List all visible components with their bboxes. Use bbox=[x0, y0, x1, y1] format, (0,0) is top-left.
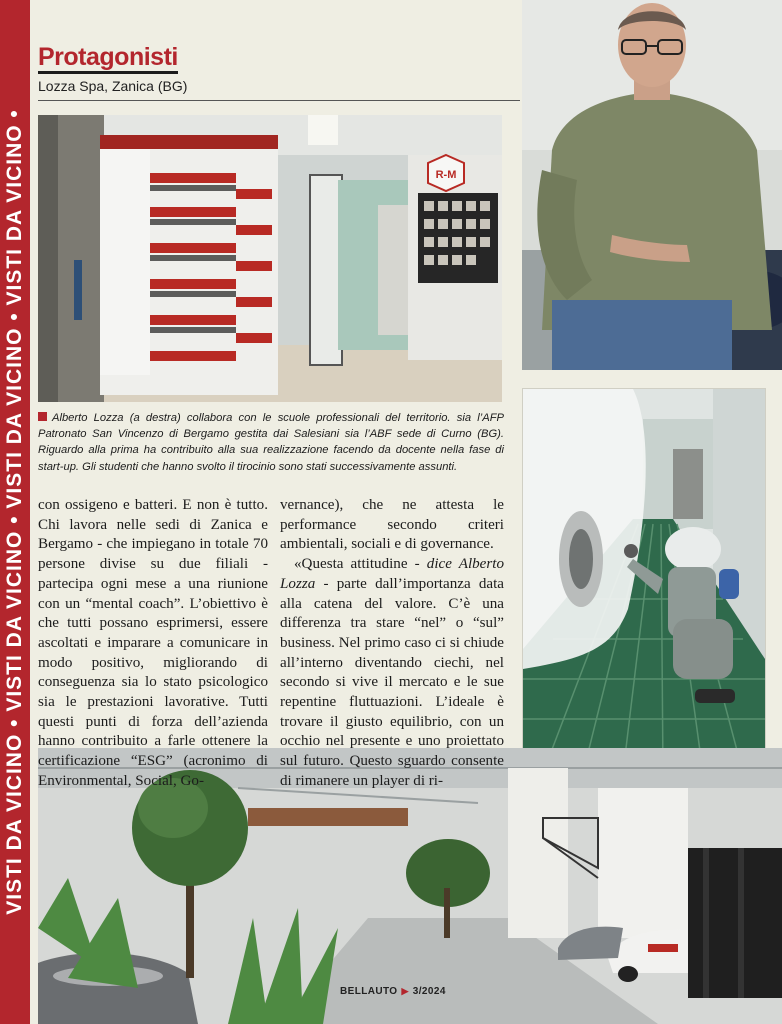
section-title: Protagonisti bbox=[38, 44, 178, 74]
bodyshop-photo bbox=[38, 115, 502, 402]
quote-part-a: «Questa attitudine - bbox=[294, 556, 427, 573]
issue-number: 3/2024 bbox=[412, 986, 446, 997]
article-column-2 bbox=[280, 496, 504, 792]
portrait-photo bbox=[522, 0, 782, 370]
photo-caption bbox=[38, 410, 504, 475]
article-col2-para1: vernance), che ne attesta le performance secondo criteri ambientali, sociali e di governance. bbox=[280, 497, 504, 553]
triangle-icon: ▶ bbox=[401, 986, 409, 996]
quote-part-c: - parte dall’importanza data alla catena del valore. C’è una differenza tra stare “nel” o “sul” business. Nel primo caso ci si chiude all’interno diventando ciechi, nel secondo si vive il mercato e le sue repentine fluttuazioni. L’ideale è trovare il giusto equilibrio, con un occhio nel presente e uno proiettato sul futuro. Questo sguardo consente di rimanere un player di ri- bbox=[280, 575, 504, 789]
magazine-name: BELLAUTO bbox=[340, 986, 398, 997]
caption-text: Alberto Lozza (a destra) collabora con le scuole professionali del territorio. sia l’AFP Patronato San Vincenzo di Bergamo gestita dai Salesiani sia l’ABF sede di Curno (BG). Riguardo alla prima ha contribuito alla sua realizzazione facendo da docente nella fase di start-up. Gli studenti che hanno svolto il tirocinio sono stati successivamente assunti. bbox=[38, 412, 504, 473]
article-col1-text: con ossigeno e batteri. E non è tutto. Chi lavora nelle sedi di Zanica e Bergamo - che impiegano in totale 70 persone divise su due filiali - partecipa ogni mese a una riunione con un “mental coach”. L’obiettivo è che tutti possano esprimersi, essere ascoltati e imparare a comunicare in modo positivo, migliorando di conseguenza sia lo stato psicologico sia le prestazioni lavorative. Tutti questi punti di forza dell’azienda hanno contribuito a farle ottenere la certificazione “ESG” (acronimo di Environmental, Social, Go- bbox=[38, 497, 268, 789]
caption-bullet-icon bbox=[38, 412, 47, 421]
company-line: Lozza Spa, Zanica (BG) bbox=[38, 78, 188, 94]
page-footer bbox=[340, 986, 446, 997]
paint-booth-photo bbox=[522, 388, 766, 774]
rm-sign: R-M bbox=[435, 169, 457, 181]
sidebar-label: VISTI DA VICINO • VISTI DA VICINO • VISTI DA VICINO • VISTI DA VICINO • bbox=[3, 109, 26, 915]
header-divider bbox=[38, 100, 520, 101]
article-column-1 bbox=[38, 496, 268, 792]
article-col2-para2 bbox=[280, 555, 504, 791]
sidebar-band bbox=[0, 0, 30, 1024]
quote-attribution: dice Alberto Lozza bbox=[280, 556, 504, 592]
page-header bbox=[38, 44, 518, 94]
